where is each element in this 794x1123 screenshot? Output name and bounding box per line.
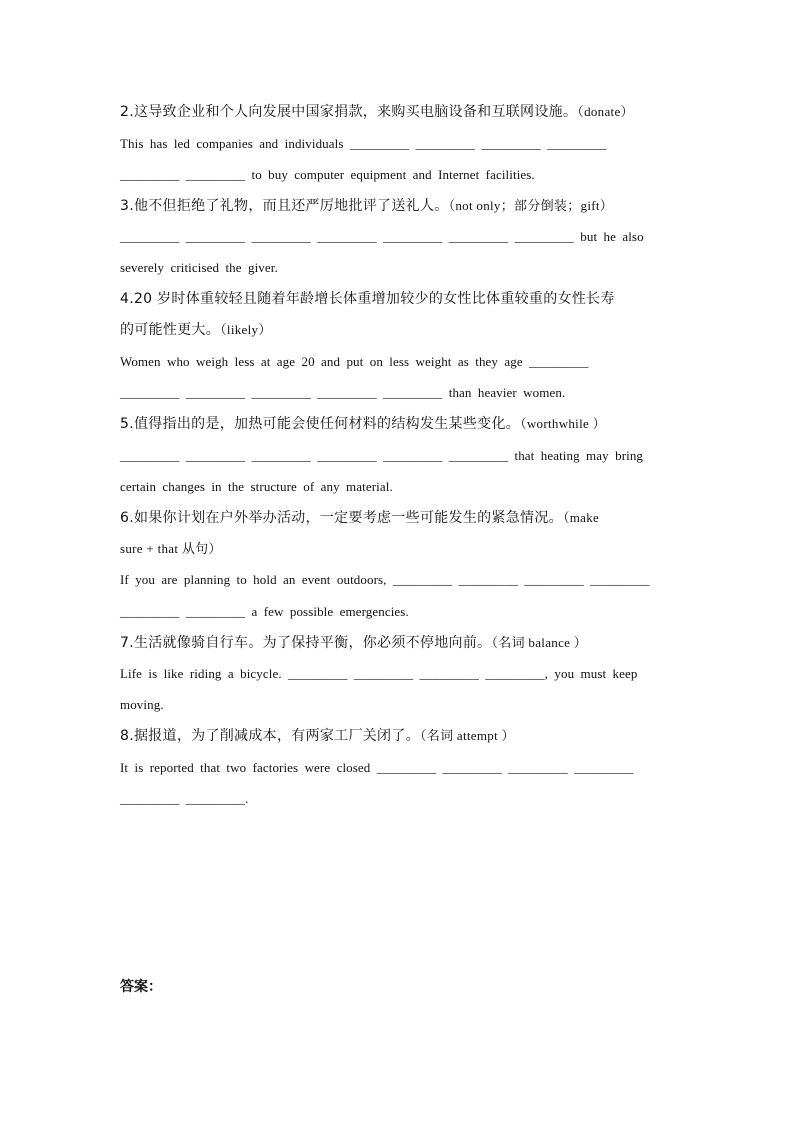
hint-text: （donate） <box>577 104 634 119</box>
question-8-prompt <box>120 727 676 745</box>
question-3-sentence-line-2: severely criticised the giver. <box>120 260 278 275</box>
question-6-prompt <box>120 509 676 527</box>
hint-text: （名词 balance ） <box>491 635 588 650</box>
question-6-sentence-line-2: _________ _________ a few possible emergencies. <box>120 604 409 619</box>
question-4-prompt: 4.20 岁时体重较轻且随着年龄增长体重增加较少的女性比体重较重的女性长寿 <box>120 291 615 307</box>
question-7-sentence-line-1: Life is like riding a bicycle. _________ _________ _________ _________, you must keep <box>120 666 638 681</box>
prompt-text: 2.这导致企业和个人向发展中国家捐款，来购买电脑设备和互联网设施。 <box>120 104 578 120</box>
hint-text: （likely） <box>220 322 272 337</box>
question-5-sentence-line-2: certain changes in the structure of any material. <box>120 479 393 494</box>
hint-text: （名词 attempt ） <box>419 728 515 743</box>
question-7-sentence-line-2: moving. <box>120 697 164 712</box>
question-3-prompt <box>120 197 676 215</box>
prompt-text: 6.如果你计划在户外举办活动，一定要考虑一些可能发生的紧急情况。 <box>120 510 563 526</box>
hint-text: sure + that 从句） <box>120 541 222 556</box>
hint-text: （worthwhile ） <box>520 416 606 431</box>
prompt-text: 5.值得指出的是，加热可能会使任何材料的结构发生某些变化。 <box>120 416 521 432</box>
question-8-sentence-line-1: It is reported that two factories were closed _________ _________ _________ _________ <box>120 760 634 775</box>
prompt-text: 3.他不但拒绝了礼物，而且还严厉地批评了送礼人。 <box>120 198 449 214</box>
prompt-text: 7.生活就像骑自行车。为了保持平衡，你必须不停地向前。 <box>120 635 492 651</box>
question-2-sentence-line-2: _________ _________ to buy computer equipment and Internet facilities. <box>120 167 535 182</box>
question-7-prompt <box>120 634 676 652</box>
prompt-text: 的可能性更大。 <box>120 322 221 338</box>
answer-heading: 答案： <box>120 979 162 995</box>
question-2-sentence-line-1: This has led companies and individuals _________ _________ _________ _________ <box>120 136 607 151</box>
question-4-sentence-line-2: _________ _________ _________ _________ _________ than heavier women. <box>120 385 566 400</box>
question-5-sentence-line-1: _________ _________ _________ _________ _________ _________ that heating may bring <box>120 448 644 463</box>
question-8-sentence-line-2: _________ _________. <box>120 791 249 806</box>
question-2-prompt <box>120 103 676 121</box>
question-4-prompt-line-2 <box>120 321 676 339</box>
prompt-text: 8.据报道，为了削减成本，有两家工厂关闭了。 <box>120 728 420 744</box>
hint-text: （not only；部分倒装；gift） <box>448 198 614 213</box>
question-6-sentence-line-1: If you are planning to hold an event outdoors, _________ _________ _________ _________ <box>120 572 650 587</box>
question-3-sentence-line-1: _________ _________ _________ _________ _________ _________ _________ but he also <box>120 229 644 244</box>
question-6-prompt-line-2 <box>120 540 676 558</box>
question-4-sentence-line-1: Women who weigh less at age 20 and put on less weight as they age _________ <box>120 354 589 369</box>
hint-text: （make <box>562 510 600 525</box>
question-5-prompt <box>120 415 676 433</box>
